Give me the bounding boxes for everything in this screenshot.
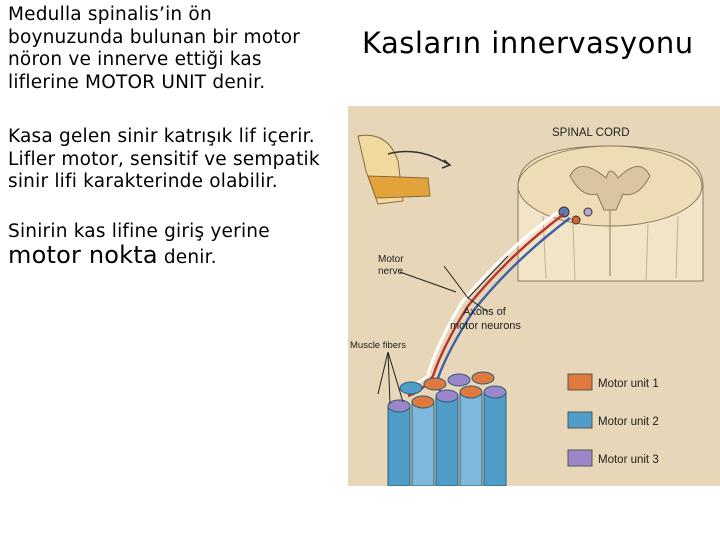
text-line: Medulla spinalis’in ön [8,4,212,25]
text-line: Lifler motor, sensitif ve sempatik [8,148,320,170]
text-line [8,240,348,270]
axons-label-1: Axons of [463,306,506,318]
legend-label-motor-unit-2: Motor unit 2 [598,416,659,428]
text-line: nöron ve innerve ettiği kas [8,49,262,70]
text-line: Kasa gelen sinir katrışık lif içerir. [8,126,315,147]
motor-point-term: motor nokta [8,240,158,269]
legend-label-motor-unit-3: Motor unit 3 [598,454,659,466]
motor-nerve-label-2: nerve [378,266,404,277]
legend-label-motor-unit-1: Motor unit 1 [598,378,659,390]
legend-swatch-motor-unit-3 [568,450,592,466]
text-fragment: denir. [157,246,217,268]
text-line: Sinirin kas lifine giriş yerine [8,221,270,242]
motor-nerve-label-1: Motor [378,254,404,265]
legend-swatch-motor-unit-1 [568,374,592,390]
slide-title: Kasların innervasyonu [362,26,694,60]
muscle-fibers-label: Muscle fibers [350,340,406,351]
legend-swatch-motor-unit-2 [568,412,592,428]
axons-label-2: motor neurons [450,320,521,332]
paragraph-mixed-fibers [8,126,348,194]
illustration-svg [348,106,720,486]
paragraph-motor-unit-definition [8,4,348,94]
text-line: liflerine MOTOR UNIT denir. [8,71,266,93]
paragraph-motor-point [8,221,348,269]
text-line: boynuzunda bulunan bir motor [8,26,301,48]
motor-unit-illustration [348,106,720,486]
spinal-cord-label: SPINAL CORD [552,127,630,139]
text-line: sinir lifi karakterinde olabilir. [8,171,278,192]
